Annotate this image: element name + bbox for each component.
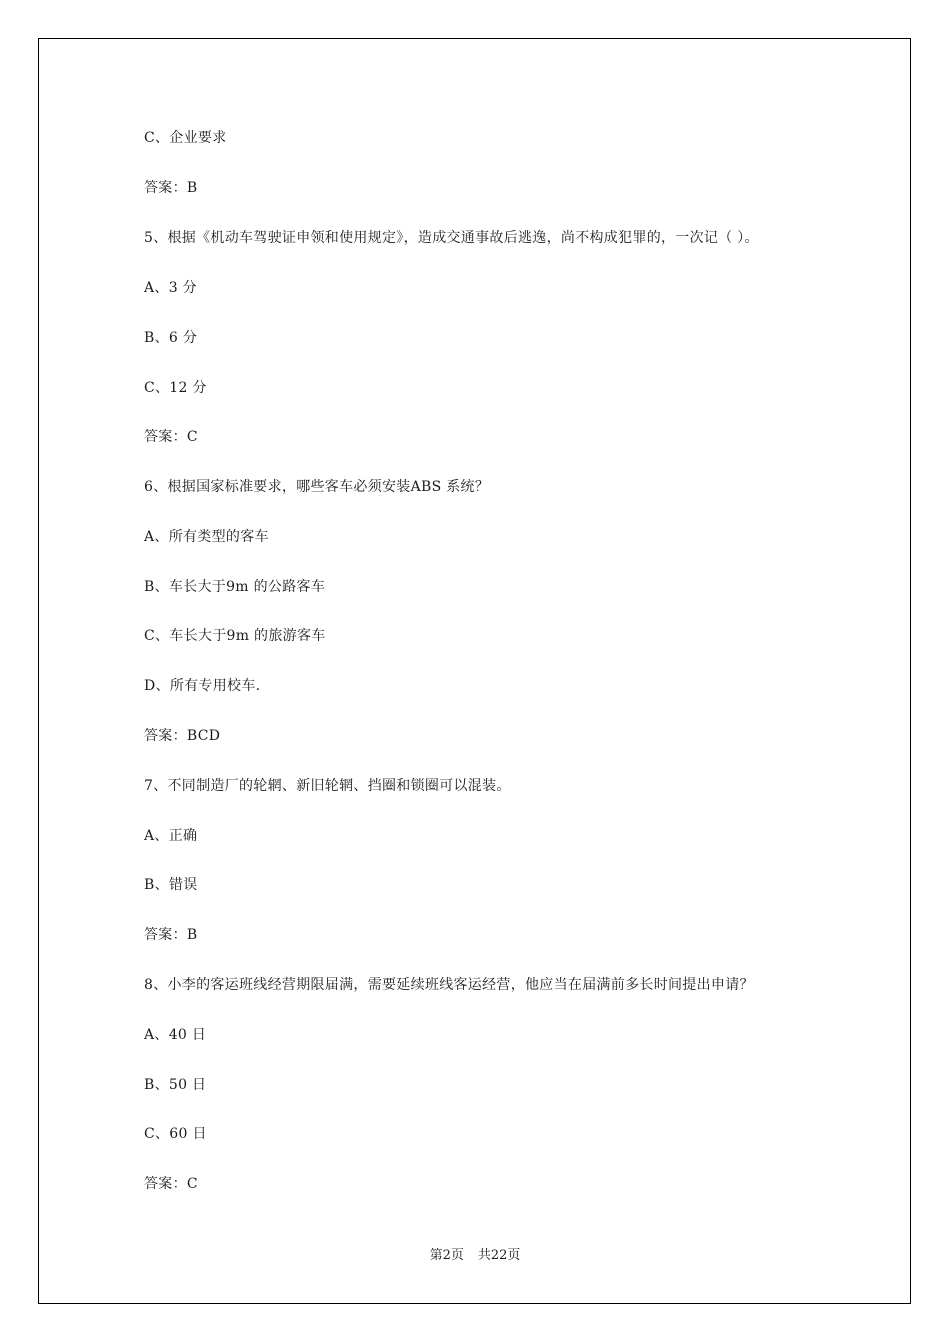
option-a-q5: A、3 分 — [144, 280, 197, 296]
option-b-q5: B、6 分 — [144, 330, 198, 346]
option-a-q8: A、40 日 — [144, 1027, 207, 1043]
option-b-q8: B、50 日 — [144, 1077, 207, 1093]
option-c-q5: C、12 分 — [144, 380, 207, 396]
option-c-q8: C、60 日 — [144, 1126, 207, 1142]
option-a-q6: A、所有类型的客车 — [144, 529, 269, 545]
page-total: 共22页 — [477, 1248, 521, 1263]
question-6: 6、根据国家标准要求，哪些客车必须安装ABS 系统？ — [144, 479, 490, 495]
option-c-q4: C、企业要求 — [144, 130, 227, 146]
option-c-q6: C、车长大于9m 的旅游客车 — [144, 628, 326, 644]
page-footer — [0, 1247, 950, 1265]
answer-q4: 答案：B — [144, 180, 198, 196]
page-number: 第2页 — [429, 1248, 464, 1263]
answer-q5: 答案：C — [144, 429, 198, 445]
option-b-q7: B、错误 — [144, 877, 198, 893]
answer-q8: 答案：C — [144, 1176, 198, 1192]
question-8: 8、小李的客运班线经营期限届满，需要延续班线客运经营，他应当在届满前多长时间提出申请？ — [144, 977, 754, 993]
option-d-q6: D、所有专用校车. — [144, 678, 261, 694]
question-5: 5、根据《机动车驾驶证申领和使用规定》，造成交通事故后逃逸，尚不构成犯罪的，一次记（ ）。 — [144, 230, 759, 246]
answer-q6: 答案：BCD — [144, 728, 221, 744]
answer-q7: 答案：B — [144, 927, 198, 943]
option-b-q6: B、车长大于9m 的公路客车 — [144, 579, 326, 595]
option-a-q7: A、正确 — [144, 828, 198, 844]
question-7: 7、不同制造厂的轮辋、新旧轮辋、挡圈和锁圈可以混装。 — [144, 778, 511, 794]
